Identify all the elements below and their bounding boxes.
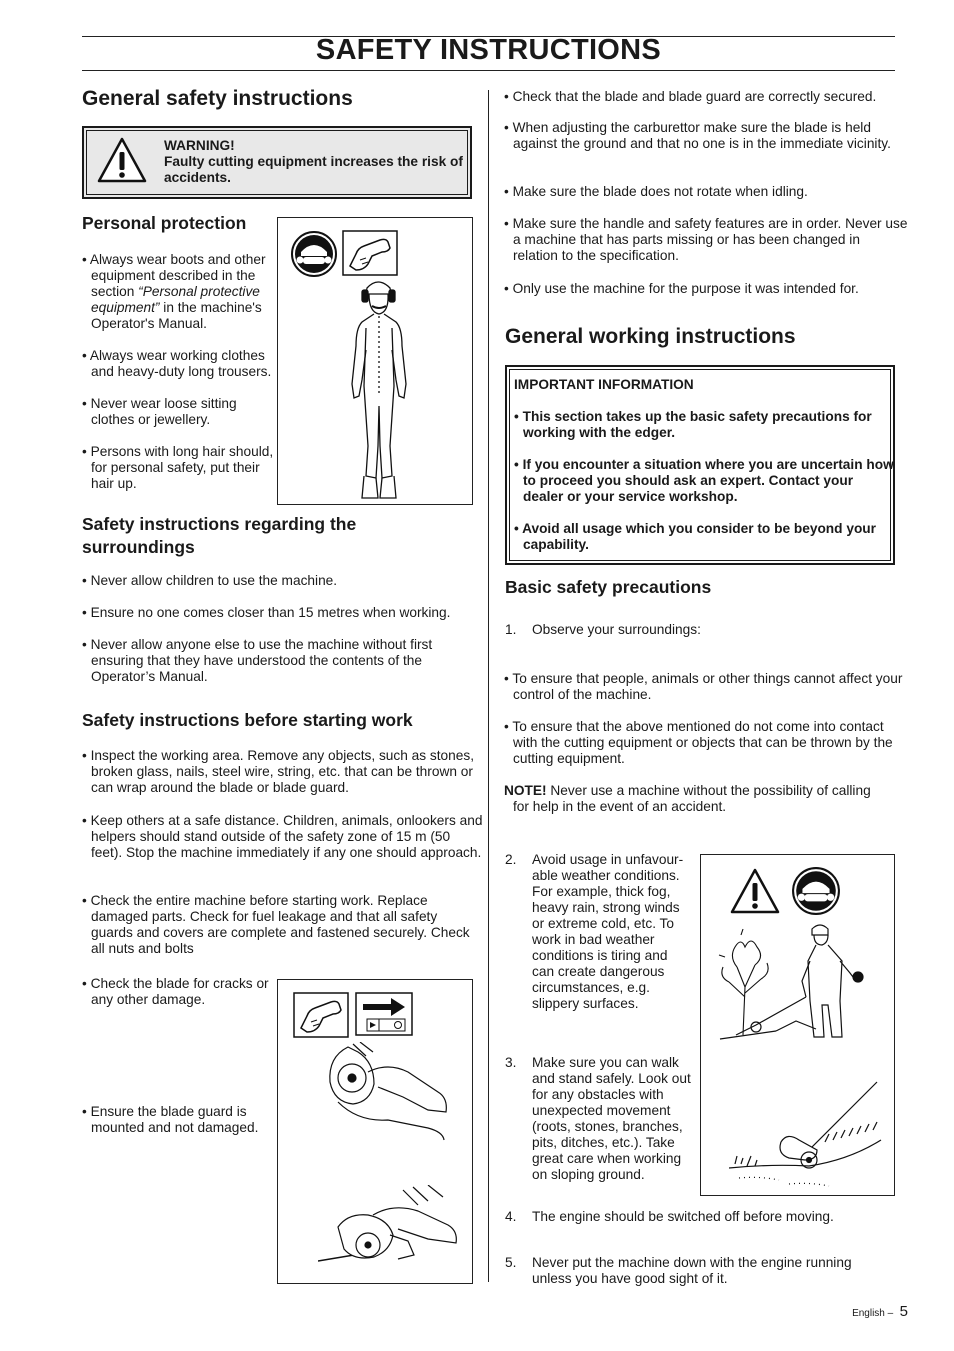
- page-footer: [852, 1303, 908, 1321]
- warning-box: [82, 126, 472, 199]
- page-title: SAFETY INSTRUCTIONS: [315, 34, 662, 66]
- basic-item-1: [505, 622, 895, 638]
- personal-protection-bullet-1: [82, 252, 281, 332]
- basic-item-2: [505, 852, 690, 1012]
- right-bullet-2: • When adjusting the carburettor make sure the blade is held against the ground and that no one is in the immediate vicinity.: [504, 120, 891, 151]
- note-text: Never use a machine without the possibility of calling for help in the event of an accident.: [513, 783, 871, 814]
- basic-item-1-number: 1.: [505, 622, 517, 637]
- important-information-box: [505, 365, 895, 565]
- warning-title: WARNING!: [164, 138, 235, 153]
- gloves-icon: [342, 230, 398, 276]
- column-divider: [488, 90, 489, 1282]
- title-rule-bottom: [82, 70, 895, 71]
- surroundings-bullet-1: • Never allow children to use the machine.: [82, 573, 338, 588]
- basic-bullet-2: • To ensure that the above mentioned do not come into contact with the cutting equipment or objects that can be thrown by the cutting equipment.: [504, 719, 893, 766]
- right-bullet-3: • Make sure the blade does not rotate when idling.: [504, 184, 808, 199]
- basic-item-3-text: Make sure you can walk and stand safely. Look out for any obstacles with unexpected movement (roots, stones, branches, pits, ditches, etc.). Take great care when working on sloping ground.: [532, 1055, 691, 1182]
- warning-text: Faulty cutting equipment increases the risk of accidents.: [164, 154, 463, 185]
- important-information-title: IMPORTANT INFORMATION: [514, 377, 694, 392]
- before-starting-bullet-2: • Keep others at a safe distance. Children, animals, onlookers and helpers should stand outside of the safety zone of 15 m (50 feet). Stop the machine immediately if any one should approach.: [82, 813, 483, 860]
- general-safety-heading: General safety instructions: [82, 87, 353, 110]
- basic-bullet-1: • To ensure that people, animals or other things cannot affect your control of the machine.: [504, 671, 903, 702]
- edger-work-figure: [700, 854, 895, 1196]
- operator-with-edger-illustration: [716, 921, 886, 1041]
- basic-item-2-text: Avoid usage in unfavour-able weather conditions. For example, thick fog, heavy rain, strong winds or extreme cold, etc. To work in bad weather conditions is tiring and can create dangerous circumstances, e.g. slippery surfaces.: [532, 852, 684, 1011]
- basic-item-4-number: 4.: [505, 1209, 517, 1224]
- basic-item-3-number: 3.: [505, 1055, 517, 1070]
- note-label: NOTE!: [504, 783, 547, 798]
- page-number: 5: [899, 1303, 908, 1320]
- right-bullet-4: • Make sure the handle and safety features are in order. Never use a machine that has parts missing or has been changed in relation to the specification.: [504, 216, 908, 263]
- warning-triangle-icon: [729, 867, 781, 915]
- basic-item-1-text: Observe your surroundings:: [532, 622, 701, 637]
- pp-b1-post: in the machine's Operator's Manual.: [91, 300, 262, 331]
- before-starting-bullet-3: • Check the entire machine before starting work. Replace damaged parts. Check for fuel leakage and that all safety guards and covers are complete and fastened securely. Check all nuts and bolts: [82, 893, 470, 956]
- engine-stop-icon: [355, 992, 413, 1036]
- blade-guard-illustration: [318, 1185, 463, 1275]
- important-information-item-2: • If you encounter a situation where you are uncertain how to proceed you should ask an expert. Contact your dealer or your service workshop.: [514, 457, 894, 504]
- warning-triangle-icon: [96, 136, 148, 184]
- basic-item-4-text: The engine should be switched off before moving.: [532, 1209, 834, 1224]
- personal-protection-heading: Personal protection: [82, 213, 247, 233]
- basic-item-5-text: Never put the machine down with the engine running unless you have good sight of it.: [532, 1255, 852, 1286]
- before-starting-bullet-1: • Inspect the working area. Remove any objects, such as stones, broken glass, nails, steel wire, string, etc. that can be thrown or can wrap around the blade or blade guard.: [82, 748, 475, 795]
- basic-item-2-number: 2.: [505, 852, 517, 867]
- basic-item-3: [505, 1055, 695, 1185]
- pp-b1-pre: • Always wear boots and other equipment described in the section: [82, 252, 266, 299]
- face-protection-icon: [290, 230, 338, 278]
- personal-protection-bullet-2: • Always wear working clothes and heavy-duty long trousers.: [82, 348, 272, 379]
- important-information-item-3: • Avoid all usage which you consider to be beyond your capability.: [514, 521, 876, 552]
- basic-note: [504, 783, 888, 815]
- before-starting-bullet-5: • Ensure the blade guard is mounted and not damaged.: [82, 1104, 259, 1135]
- important-information-item-1: • This section takes up the basic safety precautions for working with the edger.: [514, 409, 872, 440]
- right-bullet-5: • Only use the machine for the purpose it was intended for.: [504, 281, 859, 296]
- before-starting-bullet-4: • Check the blade for cracks or any other damage.: [82, 976, 269, 1007]
- basic-item-4: [505, 1209, 895, 1225]
- blade-check-figure: [277, 979, 473, 1284]
- gloves-icon: [293, 992, 349, 1038]
- surroundings-bullet-3: • Never allow anyone else to use the machine without first ensuring that they have understood the contents of the Operator’s Manual.: [82, 637, 433, 684]
- before-starting-heading: Safety instructions before starting work: [82, 710, 413, 730]
- right-bullet-1: • Check that the blade and blade guard are correctly secured.: [504, 89, 877, 104]
- edger-slope-illustration: [729, 1080, 884, 1190]
- personal-protection-bullet-4: • Persons with long hair should, for personal safety, put their hair up.: [82, 444, 274, 491]
- basic-item-5: [505, 1255, 895, 1287]
- personal-protection-bullet-3: • Never wear loose sitting clothes or jewellery.: [82, 396, 237, 427]
- surroundings-bullet-2: • Ensure no one comes closer than 15 metres when working.: [82, 605, 451, 620]
- pp-b1-italic: “Personal protective equipment”: [91, 284, 260, 315]
- footer-language: English –: [852, 1308, 894, 1319]
- surroundings-heading: Safety instructions regarding the surroundings: [82, 514, 357, 557]
- face-protection-icon: [791, 866, 841, 916]
- working-heading: General working instructions: [505, 325, 796, 348]
- basic-precautions-heading: Basic safety precautions: [505, 577, 712, 597]
- protective-equipment-figure: [277, 217, 473, 505]
- basic-item-5-number: 5.: [505, 1255, 517, 1270]
- protected-worker-illustration: [344, 276, 414, 501]
- blade-inspection-illustration: [318, 1042, 458, 1142]
